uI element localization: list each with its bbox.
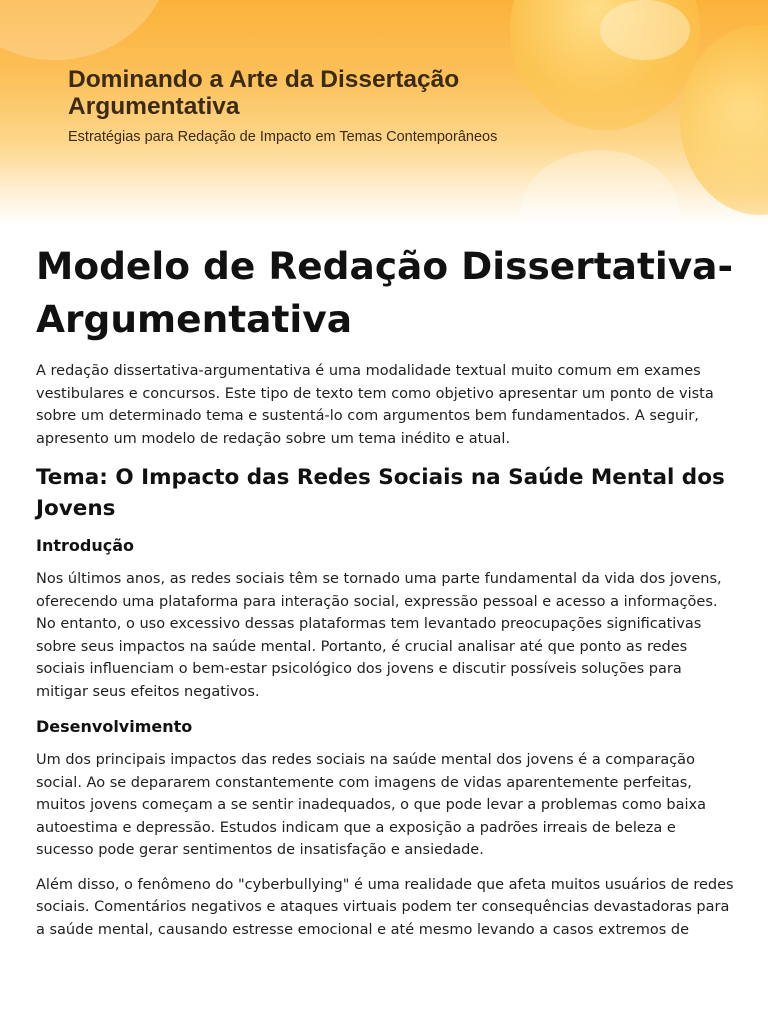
paragraph-introducao: Nos últimos anos, as redes sociais têm se tornado uma parte fundamental da vida dos jovens, oferecendo uma plataforma para interação social, expressão pessoal e acesso a informações. No entanto, o uso excessivo dessas plataformas tem levantado preocupações significativas sobre seus impactos na saúde mental. Portanto, é crucial analisar até que ponto as redes sociais influenciam o bem-estar psicológico dos jovens e discutir possíveis soluções para mitigar seus efeitos negativos. [36,571,722,700]
header-banner [0,0,768,225]
theme-heading: Tema: O Impacto das Redes Sociais na Saúde Mental dos Jovens [36,465,725,521]
document-body [36,240,736,953]
banner-subtitle: Estratégias para Redação de Impacto em Temas Contemporâneos [68,129,498,145]
document-title: Modelo de Redação Dissertativa-Argumentativa [36,244,734,341]
decorative-circle [520,150,680,225]
banner-text [68,66,588,145]
banner-title: Dominando a Arte da Dissertação Argumentativa [68,66,460,120]
section-heading-desenvolvimento: Desenvolvimento [36,717,193,736]
decorative-circle [0,0,170,60]
paragraph-desenvolvimento-2: Além disso, o fenômeno do "cyberbullying" é uma realidade que afeta muitos usuários de redes sociais. Comentários negativos e ataques virtuais podem ter consequências devastadoras para a saúde mental, causando estresse emocional e até mesmo levando a casos extremos de [36,876,734,938]
section-heading-introducao: Introdução [36,536,134,555]
intro-paragraph: A redação dissertativa-argumentativa é uma modalidade textual muito comum em exames vestibulares e concursos. Este tipo de texto tem como objetivo apresentar um ponto de vista sobre um determinado tema e sustentá-lo com argumentos bem fundamentados. A seguir, apresento um modelo de redação sobre um tema inédito e atual. [36,363,714,447]
decorative-circle [600,0,690,60]
paragraph-desenvolvimento-1: Um dos principais impactos das redes sociais na saúde mental dos jovens é a comparação social. Ao se depararem constantemente com imagens de vidas aparentemente perfeitas, muitos jovens começam a se sentir inadequados, o que pode levar a problemas como baixa autoestima e depressão. Estudos indicam que a exposição a padrões irreais de beleza e sucesso pode gerar sentimentos de insatisfação e ansiedade. [36,752,706,858]
